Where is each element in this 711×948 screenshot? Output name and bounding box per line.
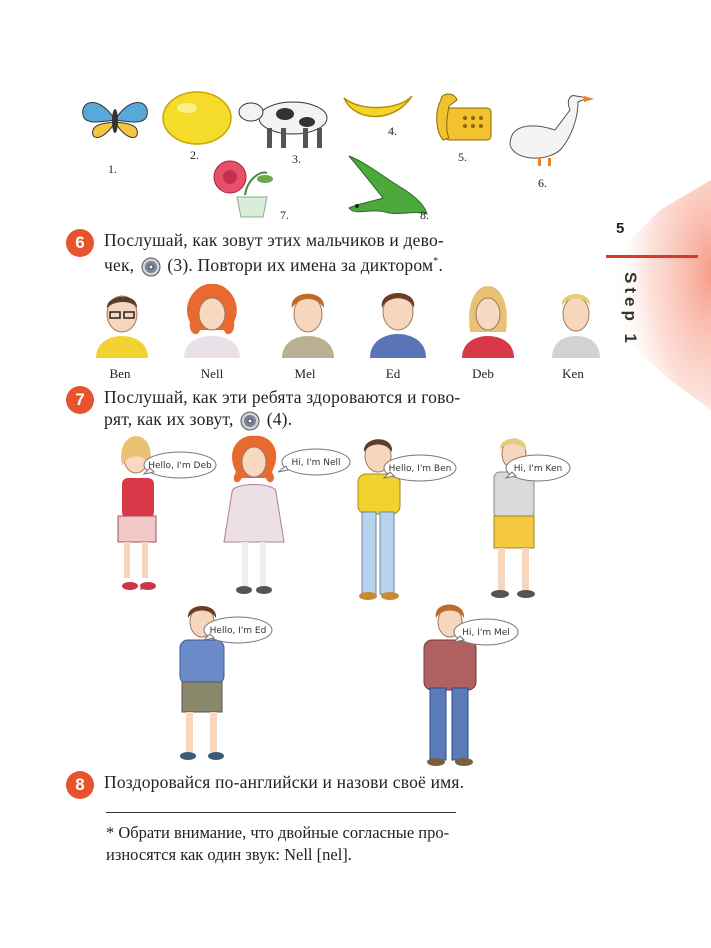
footnote-line-1: * Обрати внимание, что двойные согласные про-: [106, 823, 450, 842]
kid-name-ken: Ken: [562, 366, 584, 381]
picture-number-4: 4.: [388, 124, 397, 138]
kid-name-deb: Deb: [472, 366, 494, 381]
picture-number-1: 1.: [108, 162, 117, 176]
cow-picture: [235, 90, 335, 152]
portrait-ken: [552, 294, 600, 358]
exercise-6-line-1: Послушай, как зовут этих мальчиков и дево-: [104, 230, 444, 250]
speech-bubble-ben: [384, 455, 456, 481]
footnote-line-2: износятся как один звук: Nell [nel].: [106, 845, 352, 864]
kid-name-ben: Ben: [109, 366, 131, 381]
portrait-mel: [282, 294, 334, 358]
butterfly-picture: [75, 90, 155, 150]
flower-in-vase-picture: [205, 155, 280, 220]
exercise-6-badge: 6: [66, 229, 94, 257]
footnote-marker: *: [433, 256, 439, 267]
picture-number-2: 2.: [190, 148, 199, 162]
bubble-text-nell: Hi, I'm Nell: [291, 458, 341, 468]
greeting-kids-illustration: [100, 432, 600, 772]
lemon-picture: [160, 88, 235, 148]
bubble-text-mel: Hi, I'm Mel: [462, 628, 510, 638]
speech-bubble-ken: [506, 455, 570, 481]
exercise-6-line-2: [104, 251, 604, 277]
goose-picture: [500, 90, 595, 170]
picture-number-6: 6.: [538, 176, 547, 190]
exercise-6-line-2-rest: (3). Повтори их имена за диктором: [167, 254, 434, 275]
picture-number-3: 3.: [292, 152, 301, 166]
kid-name-mel: Mel: [294, 366, 316, 381]
bubble-text-deb: Hello, I'm Deb: [148, 461, 212, 471]
footnote: [106, 822, 606, 866]
portrait-ben: [96, 296, 148, 358]
exercise-8-badge: 8: [66, 771, 94, 799]
picture-number-7: 7.: [280, 208, 289, 222]
step-label: Step 1: [621, 272, 640, 348]
telephone-picture: [435, 90, 495, 148]
kid-name-ed: Ed: [385, 366, 401, 381]
bubble-text-ben: Hello, I'm Ben: [388, 464, 452, 474]
exercise-7-text: [104, 386, 604, 431]
picture-number-8: 8.: [420, 208, 429, 222]
exercise-6-line-2-end: .: [438, 254, 444, 275]
exercise-8-text: Поздоровайся по-английски и назови своё имя.: [104, 772, 465, 792]
bubble-text-ed: Hello, I'm Ed: [209, 626, 267, 636]
speech-bubble-ed: [204, 617, 272, 643]
kid-portraits: [90, 282, 610, 360]
speech-bubble-nell: [278, 449, 350, 475]
exercise-6-text: [104, 229, 604, 277]
footnote-divider: [106, 812, 456, 813]
kid-name-nell: Nell: [200, 366, 224, 381]
exercise-7-line-2-start: рят, как их зовут,: [104, 409, 234, 429]
portrait-nell: [184, 284, 240, 358]
portrait-ed: [370, 293, 426, 358]
exercise-6-line-2-start: чек,: [104, 254, 135, 275]
bubble-text-ken: Hi, I'm Ken: [513, 464, 563, 474]
speech-bubble-deb: [144, 452, 216, 478]
exercise-7-line-2: [104, 408, 604, 431]
picture-number-5: 5.: [458, 150, 467, 164]
side-rule: [606, 255, 698, 258]
figure-nell: [224, 436, 284, 594]
exercise-7-badge: 7: [66, 386, 94, 414]
portrait-deb: [462, 286, 514, 358]
exercise-7-line-1: Послушай, как эти ребята здороваются и гово-: [104, 387, 461, 407]
banana-picture: [340, 88, 415, 128]
audio-cd-icon[interactable]: [141, 257, 161, 277]
speech-bubble-mel: [454, 619, 518, 645]
audio-cd-icon[interactable]: [240, 411, 260, 431]
exercise-7-line-2-rest: (4).: [266, 409, 293, 429]
crocodile-picture: [345, 148, 430, 220]
page-number: 5: [616, 220, 625, 237]
